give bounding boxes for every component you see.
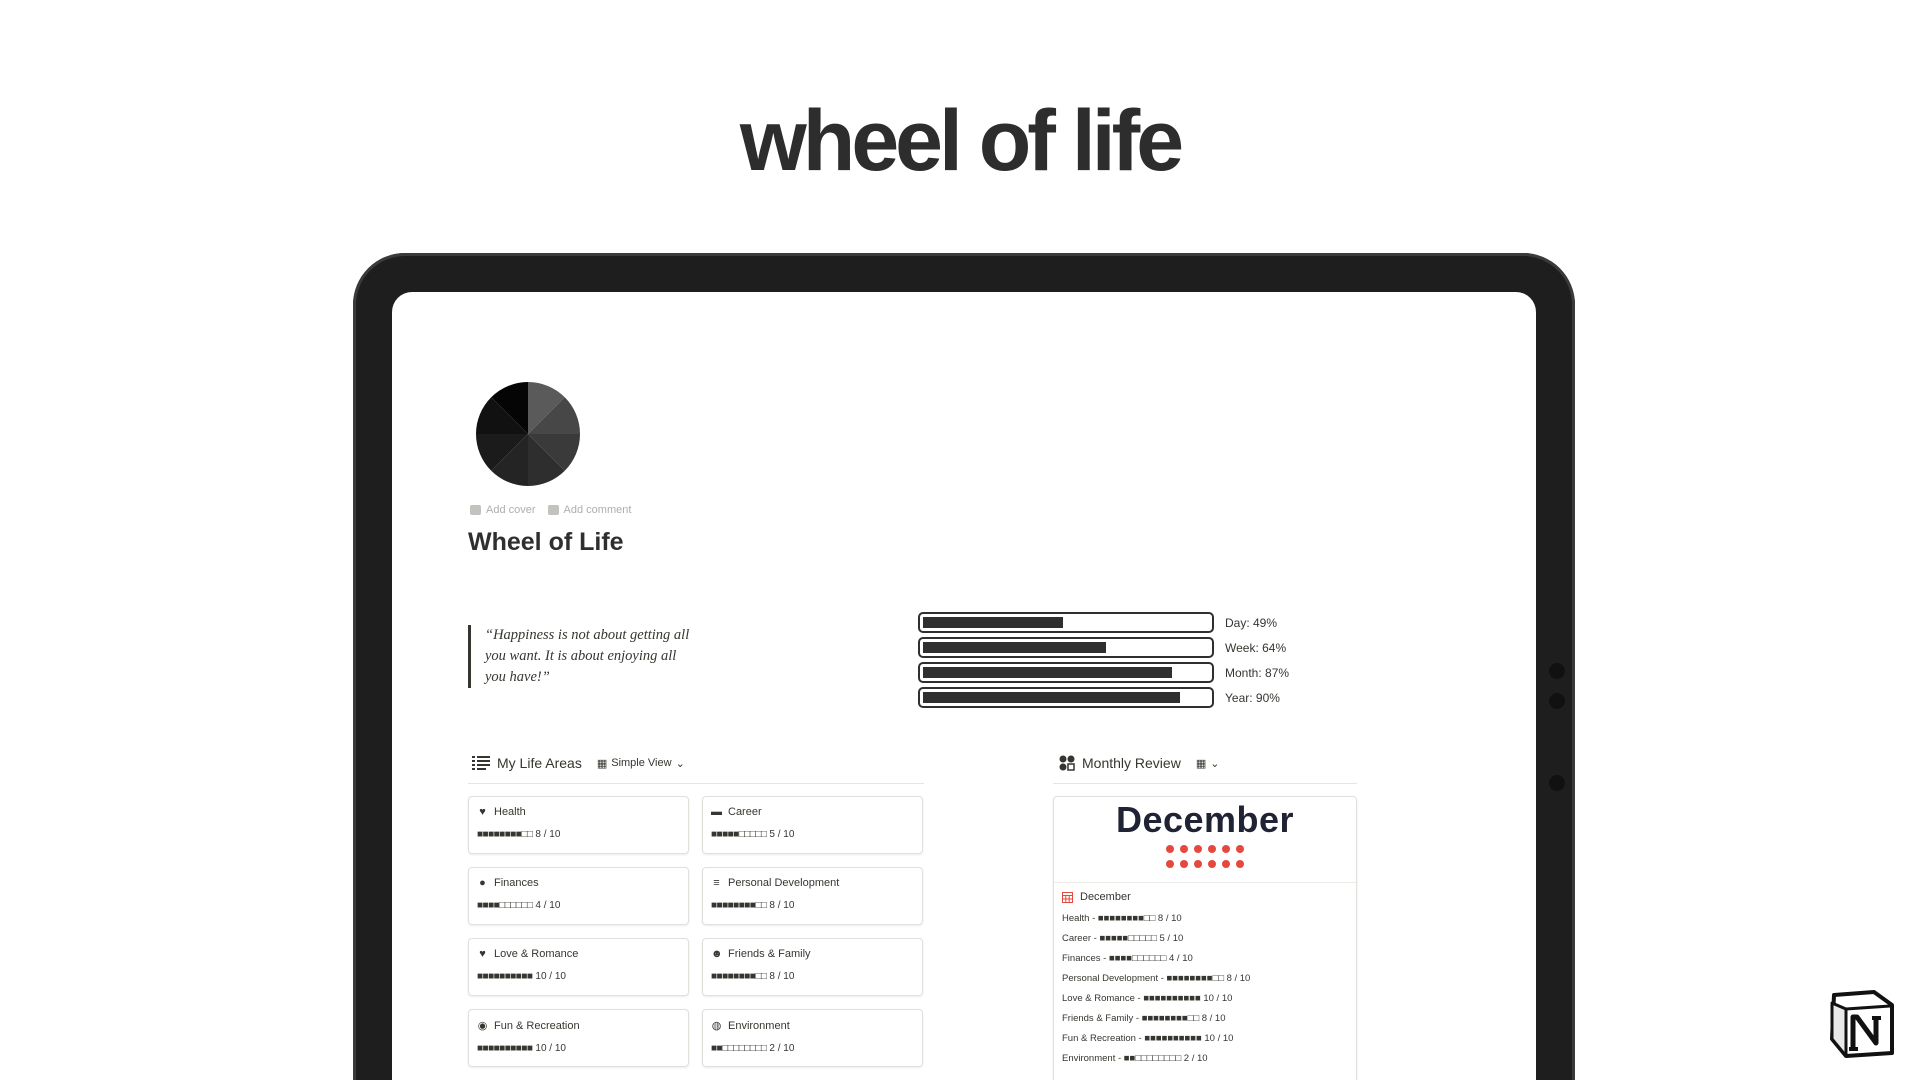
gallery-view-icon: ▦: [596, 757, 608, 770]
rating-score: 5 / 10: [769, 829, 795, 840]
rating-score: 8 / 10: [769, 900, 795, 911]
notion-page: [392, 292, 1536, 1080]
add-comment-label: Add comment: [563, 504, 632, 516]
review-line: Health - ■■■■■■■■□□ 8 / 10: [1062, 913, 1182, 924]
progress-fill: [923, 642, 1106, 653]
list-icon: [472, 756, 490, 770]
money-bag-icon: ●: [479, 877, 486, 889]
review-line: Career - ■■■■■□□□□□ 5 / 10: [1062, 933, 1184, 944]
life-area-card[interactable]: [468, 938, 689, 996]
review-line: Finances - ■■■■□□□□□□ 4 / 10: [1062, 953, 1193, 964]
view-name: Simple View: [611, 757, 672, 769]
life-areas-title[interactable]: My Life Areas: [497, 755, 582, 771]
rating-bar: ■■■■□□□□□□: [477, 900, 533, 911]
progress-row: [918, 685, 1289, 710]
review-ratings: [1062, 909, 1356, 1069]
progress-fill: [923, 692, 1180, 703]
quote-block[interactable]: “Happiness is not about getting all you want. It is about enjoying all you have!”: [468, 625, 698, 688]
cover-month-text: December: [1115, 799, 1295, 840]
review-line: Love & Romance - ■■■■■■■■■■ 10 / 10: [1062, 993, 1233, 1004]
add-cover-label: Add cover: [486, 504, 536, 516]
image-icon: [470, 505, 481, 515]
monthly-review-header: [1059, 755, 1219, 771]
people-icon: ☻: [711, 948, 723, 960]
review-entry-title: [1062, 891, 1356, 903]
card-title: Environment: [728, 1019, 790, 1032]
progress-label: Day: 49%: [1225, 615, 1278, 630]
divider: [468, 783, 924, 784]
progress-bar: [918, 612, 1214, 633]
review-line: Environment - ■■□□□□□□□□ 2 / 10: [1062, 1053, 1208, 1064]
card-title: Fun & Recreation: [494, 1019, 580, 1032]
life-areas-gallery: [468, 796, 924, 1067]
progress-row: [918, 635, 1289, 660]
review-line: Personal Development - ■■■■■■■■□□ 8 / 10: [1062, 973, 1251, 984]
card-title: Health: [494, 806, 526, 818]
rating-score: 2 / 10: [769, 1043, 795, 1054]
life-area-card[interactable]: [468, 1009, 689, 1067]
progress-fill: [923, 617, 1063, 628]
card-title: Finances: [494, 877, 539, 889]
side-button: [1549, 663, 1565, 679]
review-line: Fun & Recreation - ■■■■■■■■■■ 10 / 10: [1062, 1033, 1234, 1044]
progress-row: [918, 660, 1289, 685]
progress-fill: [923, 667, 1172, 678]
hero-title: wheel of life: [739, 93, 1181, 189]
rating-score: 8 / 10: [535, 829, 561, 840]
page-actions: [470, 504, 631, 516]
rating-score: 10 / 10: [535, 971, 566, 982]
people-group-icon: [1059, 755, 1075, 771]
life-area-card[interactable]: [702, 938, 923, 996]
rating-bar: ■■■■■■■■□□: [711, 971, 767, 982]
dot-grid: [1054, 845, 1356, 868]
page-title[interactable]: Wheel of Life: [468, 528, 624, 556]
life-area-card[interactable]: [702, 1009, 923, 1067]
progress-bars: [918, 610, 1289, 710]
view-switcher[interactable]: [597, 757, 685, 770]
progress-label: Week: 64%: [1225, 640, 1287, 655]
rating-score: 10 / 10: [535, 1043, 566, 1054]
heart-icon: ♥: [479, 806, 486, 818]
life-area-card[interactable]: [468, 867, 689, 925]
rating-bar: ■■■■■■■■□□: [477, 829, 533, 840]
gallery-view-icon: ▦: [1195, 757, 1207, 770]
card-cover: [1054, 797, 1356, 883]
calendar-icon: [1062, 892, 1073, 903]
add-comment-button[interactable]: [548, 504, 632, 516]
books-icon: ≡: [713, 877, 720, 889]
progress-bar: [918, 662, 1214, 683]
rating-score: 8 / 10: [769, 971, 795, 982]
card-title: Love & Romance: [494, 948, 579, 960]
heart-hand-icon: ♥: [479, 948, 486, 960]
rating-bar: ■■■■■□□□□□: [711, 829, 767, 840]
gamepad-icon: ◉: [477, 1020, 488, 1032]
progress-row: [918, 610, 1289, 635]
view-switcher[interactable]: [1196, 757, 1220, 770]
add-cover-button[interactable]: [470, 504, 536, 516]
side-button: [1549, 775, 1565, 791]
rating-bar: ■■□□□□□□□□: [711, 1043, 767, 1054]
card-title: Personal Development: [728, 877, 840, 889]
card-title: Career: [728, 806, 762, 818]
rating-bar: ■■■■■■■■■■: [477, 971, 533, 982]
card-title: Friends & Family: [728, 948, 811, 960]
life-area-card[interactable]: [468, 796, 689, 854]
chevron-down-icon: ⌄: [675, 757, 685, 770]
life-area-card[interactable]: [702, 867, 923, 925]
globe-icon: ◍: [711, 1020, 722, 1032]
side-button: [1549, 693, 1565, 709]
progress-label: Month: 87%: [1225, 665, 1290, 680]
chevron-down-icon: ⌄: [1210, 757, 1220, 770]
monthly-review-card[interactable]: [1053, 796, 1357, 1080]
divider: [1053, 783, 1357, 784]
life-area-card[interactable]: [702, 796, 923, 854]
life-areas-header: [472, 755, 685, 771]
comment-icon: [548, 505, 559, 515]
briefcase-icon: ▬: [711, 806, 722, 818]
rating-bar: ■■■■■■■■□□: [711, 900, 767, 911]
progress-bar: [918, 637, 1214, 658]
progress-label: Year: 90%: [1225, 690, 1280, 705]
notion-logo: [1828, 989, 1896, 1059]
review-line: Friends & Family - ■■■■■■■■□□ 8 / 10: [1062, 1013, 1226, 1024]
rating-bar: ■■■■■■■■■■: [477, 1043, 533, 1054]
monthly-review-title[interactable]: Monthly Review: [1082, 755, 1181, 771]
entry-name: December: [1080, 891, 1131, 903]
progress-bar: [918, 687, 1214, 708]
wheel-icon[interactable]: [476, 382, 580, 486]
rating-score: 4 / 10: [535, 900, 561, 911]
